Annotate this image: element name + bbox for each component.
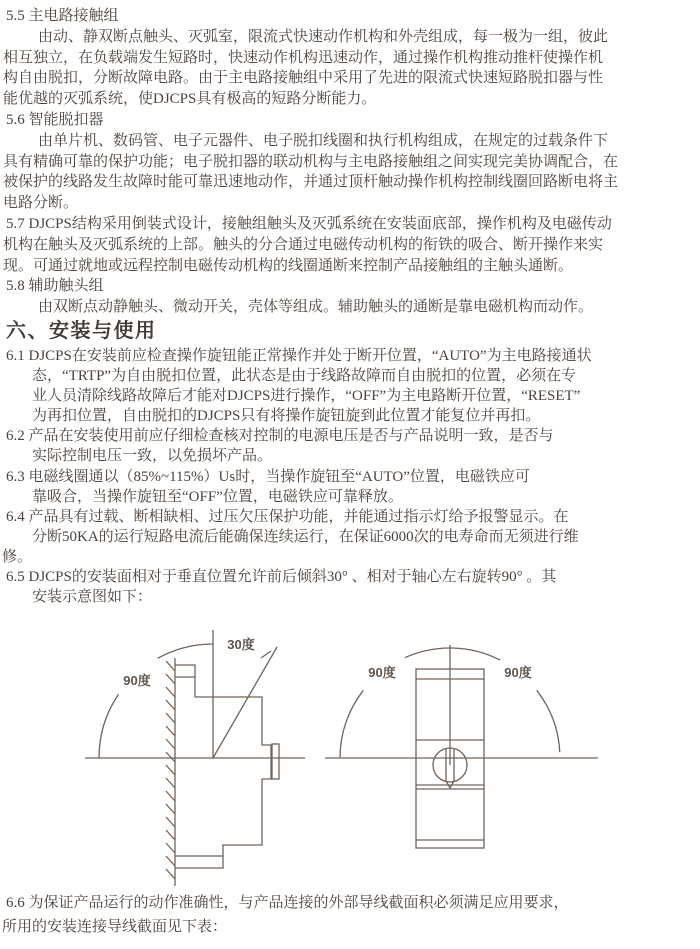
text-line: 6.4 产品具有过载、断相缺相、过压欠压保护功能，并能通过指示灯给予报警显示。在	[6, 508, 569, 525]
text-line: 业人员清除线路故障后才能对DJCPS进行操作，“OFF”为主电路断开位置，“RESET”	[32, 388, 581, 405]
text-line: 6.3 电磁线圈通以（85%~115%）Us时，当操作旋钮至“AUTO”位置，电磁铁应可	[6, 468, 530, 485]
text-line: 态，“TRTP”为自由脱扣位置，此状态是由于线路故障而自由脱扣的位置，必须在专	[32, 368, 577, 385]
section-5-text-block	[0, 6, 700, 318]
text-line: 实际控制电压一致，以免损坏产品。	[32, 448, 273, 465]
front-view-install-diagram	[325, 645, 598, 848]
section-6-6-text-block	[0, 891, 700, 939]
text-line: 5.8 辅助触头组	[6, 278, 104, 295]
text-line: 机构在触头及灭弧系统的上部。触头的分合通过电磁传动机构的衔铁的吸合、断开操作来实	[3, 236, 604, 253]
text-line: 由单片机、数码管、电子元器件、电子脱扣线圈和执行机构组成，在规定的过载条件下	[38, 132, 609, 149]
text-line: 所用的安装连接导线截面见下表：	[2, 919, 228, 935]
text-line: 为再扣位置，自由脱扣的DJCPS只有将操作旋钮旋到此位置才能复位并再扣。	[32, 408, 541, 425]
wall-hatch-marks	[166, 661, 175, 879]
text-line: 6.6 为保证产品运行的动作准确性，与产品连接的外部导线截面积必须满足应用要求，	[6, 895, 569, 911]
section-6-heading: 六、安装与使用	[6, 320, 157, 342]
text-line: 5.6 智能脱扣器	[6, 111, 104, 128]
text-line: 由双断点动静触头、微动开关，壳体等组成。辅助触头的通断是靠电磁机构而动作。	[38, 299, 594, 316]
rotation-arc-right-diagram-left	[340, 690, 363, 758]
text-line: 6.5 DJCPS的安装面相对于垂直位置允许前后倾斜30° 、相对于轴心左右旋转90° 。其	[6, 569, 557, 586]
rotation-arc-right-diagram-top	[405, 648, 500, 660]
text-line: 电路分断。	[3, 195, 79, 212]
text-line: 由动、静双断点触头、灭弧室，限流式快速动作机构和外壳组成，每一极为一组，彼此	[38, 28, 609, 45]
text-line: 相互独立，在负载端发生短路时，快速动作机构迅速动作，通过操作机构推动推杆使操作机	[3, 49, 604, 66]
text-line: 安装示意图如下：	[32, 589, 153, 606]
tilt-30-tick	[261, 651, 271, 658]
terminal-plate	[272, 744, 279, 779]
rotation-arc-left-upper	[158, 644, 213, 658]
label-30-degrees: 30度	[227, 637, 255, 652]
text-line: 能优越的灭弧系统，使DJCPS具有极高的短路分断能力。	[3, 91, 377, 108]
text-line: 分断50KA的运行短路电流后能确保连续运行，在保证6000次的电寿命而无须进行维	[32, 528, 579, 545]
text-line: 构自由脱扣，分断故障电路。由于主电路接触组中采用了先进的限流式快速短路脱扣器与性	[3, 70, 604, 87]
text-line: 5.5 主电路接触组	[6, 8, 119, 24]
device-profile-upper	[175, 665, 271, 758]
rotation-arc-right-diagram-right	[537, 690, 560, 752]
text-line: 靠吸合，当操作旋钮至“OFF”位置，电磁铁应可靠释放。	[32, 488, 403, 505]
label-90-degrees-left-diagram: 90度	[123, 673, 151, 688]
side-view-install-diagram	[85, 630, 305, 886]
label-90-degrees-front-left: 90度	[368, 665, 396, 680]
text-line: 5.7 DJCPS结构采用倒装式设计，接触组触头及灭弧系统在安装面底部，操作机构及电磁传动	[6, 215, 612, 232]
text-line: 6.2 产品在安装使用前应仔细检查核对控制的电源电压是否与产品说明一致，是否与	[6, 428, 554, 445]
text-line: 修。	[2, 548, 33, 565]
text-line: 现。可通过就地或远程控制电磁传动机构的线圈通断来控制产品接触组的主触头通断。	[3, 257, 574, 274]
text-line: 6.1 DJCPS在安装前应检查操作旋钮能正常操作并处于断开位置，“AUTO”为主电路接通状	[6, 348, 592, 364]
text-line: 具有精确可靠的保护功能；电子脱扣器的联动机构与主电路接触组之间实现完美协调配合，在	[3, 153, 619, 170]
tilt-30-line	[213, 647, 277, 758]
rotation-arc-left-lower	[99, 694, 119, 758]
label-90-degrees-front-right: 90度	[504, 665, 532, 680]
installation-diagrams	[0, 613, 700, 909]
text-line: 被保护的线路发生故障时能可靠迅速地动作，并通过顶杆触动操作机构控制线圈回路断电将主	[3, 174, 619, 191]
section-6-text-block	[0, 346, 700, 607]
device-profile-lower	[175, 758, 271, 868]
